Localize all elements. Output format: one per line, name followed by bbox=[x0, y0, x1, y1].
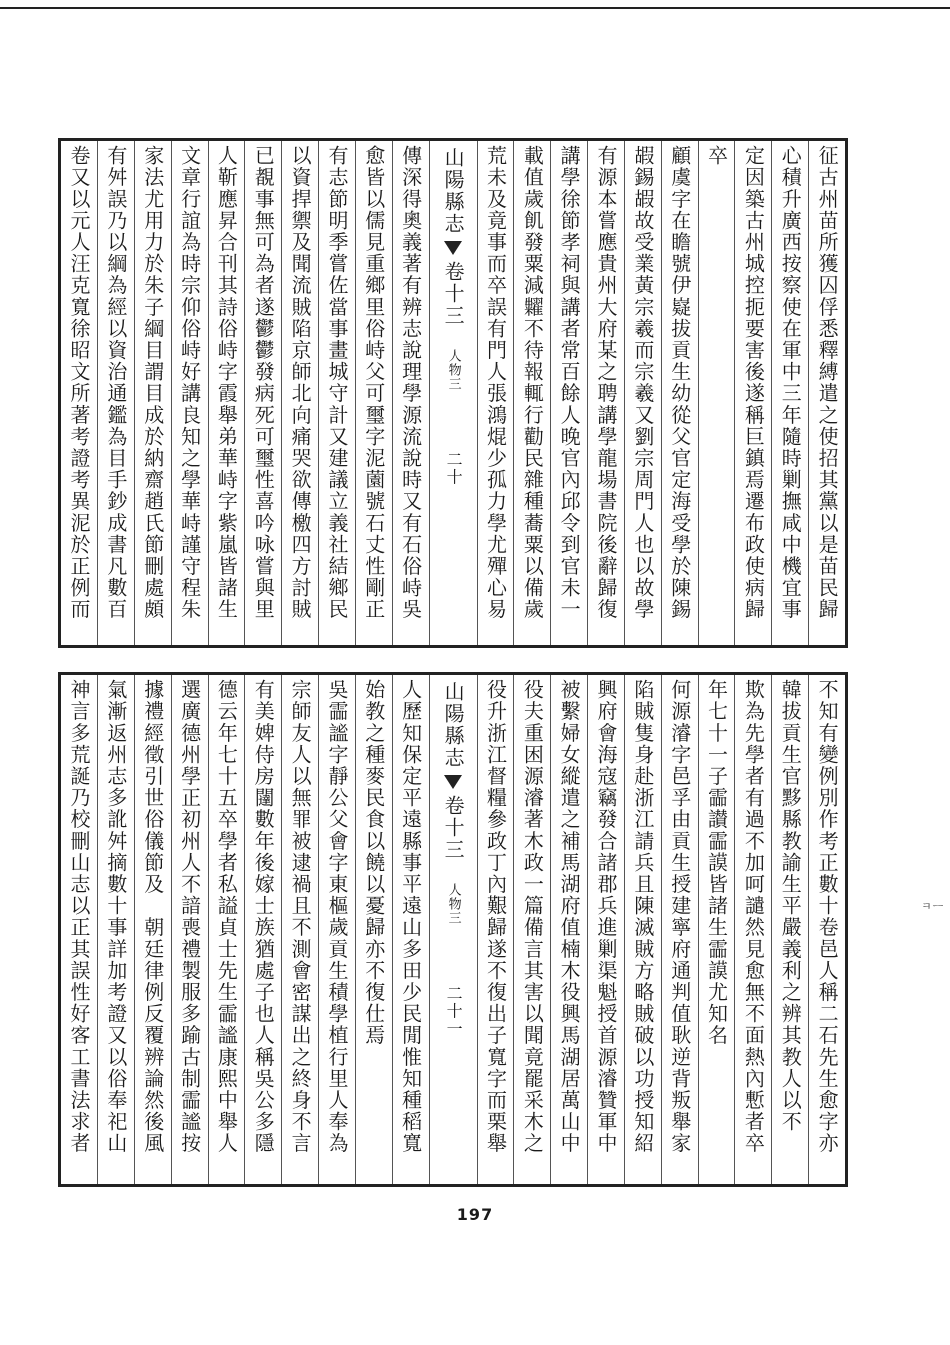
volume-label: 卷十三 bbox=[441, 261, 466, 327]
text-column: 有美婢侍房闥數年後嫁士族猶處子也人稱吳公多隱 bbox=[244, 675, 281, 1184]
text-column: 家法尤用力於朱子綱目謂目成於納齋趙氏節刪處頗 bbox=[134, 141, 171, 645]
text-column: 宗師友人以無罪被逮禍且不測會密謀出之終身不言 bbox=[281, 675, 318, 1184]
text-column: 韓拔貢生官黟縣教諭生平嚴義利之辨其教人以不 bbox=[771, 675, 808, 1184]
text-column: 卒 bbox=[698, 141, 735, 645]
text-column: 愈皆以儒見重鄉里俗峙父可璽字泥薗號石丈性剛正 bbox=[355, 141, 392, 645]
text-column: 興府會海寇竊發合諸郡兵進剿渠魁授首源濬贊軍中 bbox=[587, 675, 624, 1184]
text-column: 陷賊隻身赴浙江請兵且陳滅賊方略賊破以功授知紹 bbox=[624, 675, 661, 1184]
text-column: 神言多荒誕乃校刪山志以正其誤性好客工書法求者 bbox=[67, 679, 92, 1155]
text-column: 講學徐節孝祠與講者常百餘人晚官內邱令到官未一 bbox=[550, 141, 587, 645]
text-column: 人歷知保定平遠縣事平遠山多田少民閒惟知種稻寬 bbox=[392, 675, 429, 1184]
book-title: 山陽縣志 bbox=[441, 681, 466, 769]
leaf-number: 二十 bbox=[444, 451, 464, 487]
fishtail-mark bbox=[444, 241, 462, 255]
text-column: 年七十一子霝讃霝謨皆諸生霝謨尤知名 bbox=[698, 675, 735, 1184]
top-rule bbox=[0, 7, 950, 9]
text-column: 被繫婦女縱遣之補馬湖府值楠木役興馬湖居萬山中 bbox=[550, 675, 587, 1184]
text-column: 文章行誼為時宗仰俗峙好講良知之學華峙謹守程朱 bbox=[171, 141, 208, 645]
text-column: 人靳應昇合刊其詩俗峙字霞舉弟華峙字紫嵐皆諸生 bbox=[208, 141, 245, 645]
section-label: 人物三 bbox=[445, 349, 461, 391]
text-column: 選廣德州學正初州人不諳喪禮製服多踰古制霝謐按 bbox=[171, 675, 208, 1184]
text-column: 德云年七十五卒學者私謚貞士先生霝謐康熙中舉人 bbox=[208, 675, 245, 1184]
text-column: 載值歲飢發粟減糶不待報輒行勸民雜種蕎粟以備歲 bbox=[513, 141, 550, 645]
text-column: 荒未及竟事而卒誤有門人張鴻焜少孤力學尤殫心易 bbox=[477, 141, 514, 645]
text-column: 以資捍禦及聞流賊陷京師北向痛哭欲傳檄四方討賊 bbox=[281, 141, 318, 645]
text-column: 征古州苗所獲囚俘悉釋縛遣之使招其黨以是苗民歸 bbox=[808, 141, 845, 645]
text-column: 吳霝謐字靜公父會字東樞歲貢生積學植行里人奉為 bbox=[318, 675, 355, 1184]
text-column: 不知有變例別作考正數十卷邑人稱二石先生愈字亦 bbox=[808, 675, 845, 1184]
text-column: 氣漸返州志多訛舛摘數十事詳加考證又以俗奉祀山 bbox=[97, 675, 134, 1184]
text-column: 傳深得奧義著有辨志說理學源流說時又有石俗峙吳 bbox=[392, 141, 429, 645]
text-column: 心積升廣西按察使在軍中三年隨時剿撫咸中機宜事 bbox=[771, 141, 808, 645]
text-column: 欺為先學者有過不加呵譴然見愈無不面熱內慙者卒 bbox=[734, 675, 771, 1184]
text-column: 已覩事無可為者遂鬱鬱發病死可璽性喜吟咏嘗與里 bbox=[244, 141, 281, 645]
text-column: 役升浙江督糧參政丁內艱歸遂不復出子寬字而栗舉 bbox=[477, 675, 514, 1184]
leaf-number: 二十一 bbox=[444, 985, 464, 1038]
text-column: 有源本嘗應貴州大府某之聘講學龍場書院後辭歸復 bbox=[587, 141, 624, 645]
lower-page bbox=[58, 672, 848, 1187]
text-column: 何源濬字邑孚由貢生授建寧府通判值耿逆背叛舉家 bbox=[661, 675, 698, 1184]
page-number: 197 bbox=[456, 1205, 494, 1224]
text-column: 據禮經徵引世俗儀節及 朝廷律例反覆辨論然後風 bbox=[134, 675, 171, 1184]
text-column: 始教之種麥民食以饒以憂歸亦不復仕焉 bbox=[355, 675, 392, 1184]
text-column: 卷又以元人汪克寬徐昭文所著考證考異泥於正例而 bbox=[67, 145, 92, 621]
text-column: 嘏錫嘏故受業黃宗羲而宗羲又劉宗周門人也以故學 bbox=[624, 141, 661, 645]
text-column: 有舛誤乃以綱為經以資治通鑑為目手鈔成書凡數百 bbox=[97, 141, 134, 645]
text-column: 定因築古州城控扼要害後遂稱巨鎮焉遷布政使病歸 bbox=[734, 141, 771, 645]
fishtail-mark bbox=[444, 775, 462, 789]
text-column: 有志節明季嘗佐當事畫城守計又建議立義社結鄉民 bbox=[318, 141, 355, 645]
running-title-column bbox=[429, 675, 477, 1184]
section-label: 人物三 bbox=[445, 883, 461, 925]
book-title: 山陽縣志 bbox=[441, 147, 466, 235]
upper-page bbox=[58, 138, 848, 648]
text-column: 顧虞字在瞻號伊嶷拔貢生幼從父官定海受學於陳錫 bbox=[661, 141, 698, 645]
margin-note: ㅋㅡ bbox=[921, 900, 945, 913]
text-column: 役夫重困源濬著木政一篇備言其害以聞竟罷采木之 bbox=[513, 675, 550, 1184]
running-title-column bbox=[429, 141, 477, 645]
volume-label: 卷十三 bbox=[441, 795, 466, 861]
